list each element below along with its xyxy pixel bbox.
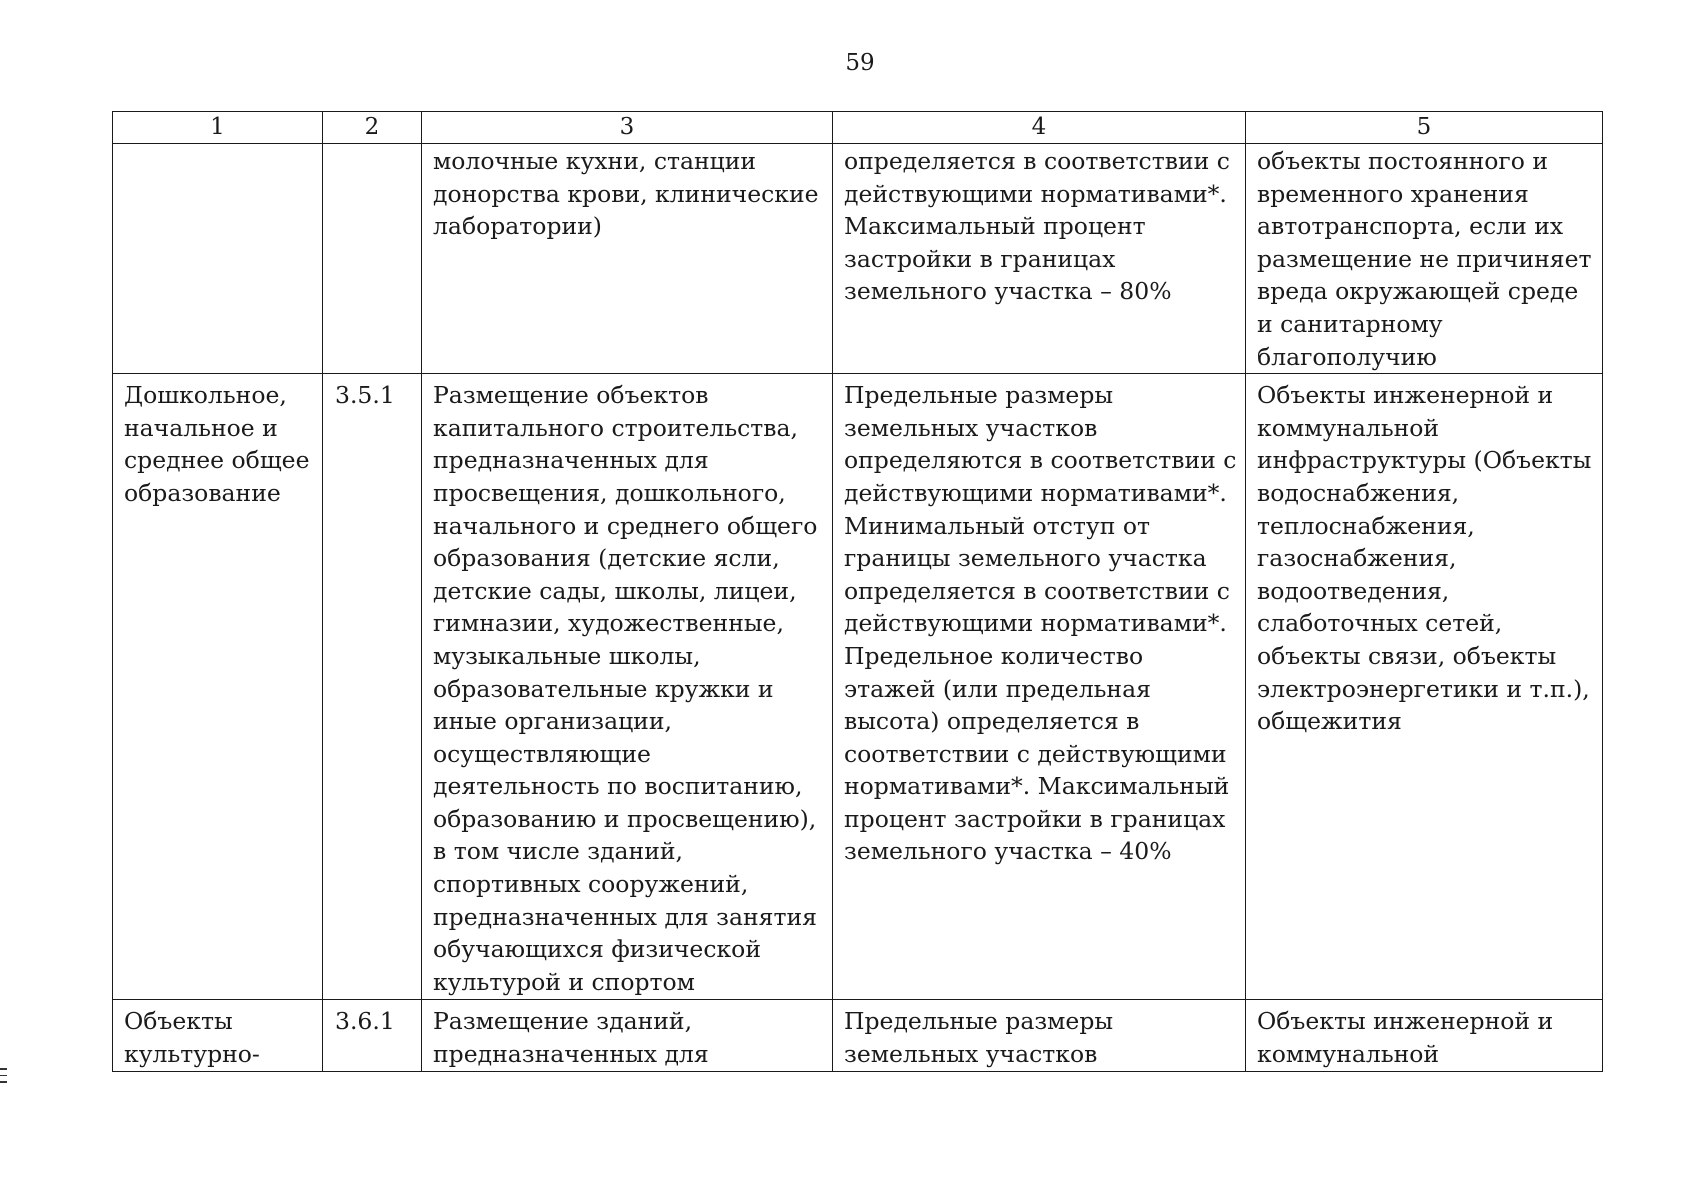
use-name-cell: Дошкольное, начальное и среднее общее образование <box>113 374 323 1000</box>
use-description-cell: Размещение объектов капитального строительства, предназначенных для просвещения, дошкольного, начального и среднего общего образования (детские ясли, детские сады, школы, лицеи, гимназии, художественные, музыкальные школы, образовательные кружки и иные организации, осуществляющие деятельность по воспитанию, образованию и просвещению), в том числе зданий, спортивных сооружений, предназначенных для занятия обучающихся физической культурой и спортом <box>422 374 833 1000</box>
column-header-4: 4 <box>833 112 1246 144</box>
binding-margin-mark <box>0 1068 7 1092</box>
use-name-cell: Объекты культурно- <box>113 1000 323 1072</box>
page-number: 59 <box>845 50 875 76</box>
table-row <box>113 374 1603 1000</box>
auxiliary-uses-cell: Объекты инженерной и коммунальной инфраструктуры (Объекты водоснабжения, теплоснабжения, газоснабжения, водоотведения, слаботочных сетей, объекты связи, объекты электроэнергетики и т.п.), общежития <box>1246 374 1603 1000</box>
table-row <box>113 144 1603 374</box>
use-description-cell: молочные кухни, станции донорства крови, клинические лаборатории) <box>422 144 833 374</box>
auxiliary-uses-cell: объекты постоянного и временного хранения автотранспорта, если их размещение не причиняет вреда окружающей среде и санитарному благополучию <box>1246 144 1603 374</box>
use-description-cell: Размещение зданий, предназначенных для <box>422 1000 833 1072</box>
column-header-3: 3 <box>422 112 833 144</box>
column-header-1: 1 <box>113 112 323 144</box>
column-header-5: 5 <box>1246 112 1603 144</box>
table-header-row <box>113 112 1603 144</box>
auxiliary-uses-cell: Объекты инженерной и коммунальной <box>1246 1000 1603 1072</box>
use-code-cell: 3.6.1 <box>323 1000 422 1072</box>
parameters-cell: определяется в соответствии с действующими нормативами*. Максимальный процент застройки в границах земельного участка – 80% <box>833 144 1246 374</box>
table-row <box>113 1000 1603 1072</box>
use-name-cell <box>113 144 323 374</box>
parameters-cell: Предельные размеры земельных участков определяются в соответствии с действующими нормативами*. Минимальный отступ от границы земельного участка определяется в соответствии с действующими нормативами*. Предельное количество этажей (или предельная высота) определяется в соответствии с действующими нормативами*. Максимальный процент застройки в границах земельного участка – 40% <box>833 374 1246 1000</box>
use-code-cell: 3.5.1 <box>323 374 422 1000</box>
column-header-2: 2 <box>323 112 422 144</box>
regulations-table <box>112 111 1603 1072</box>
parameters-cell: Предельные размеры земельных участков <box>833 1000 1246 1072</box>
use-code-cell <box>323 144 422 374</box>
